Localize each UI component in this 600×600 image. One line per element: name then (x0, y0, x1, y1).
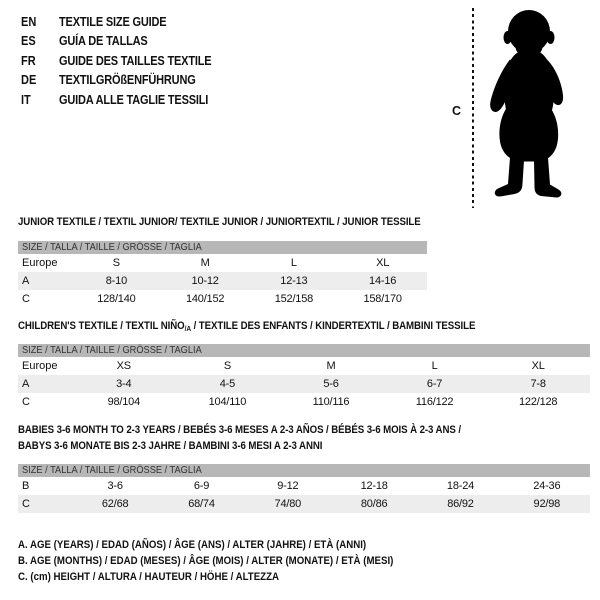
age-cell: 9-12 (277, 479, 299, 492)
legend-footnotes (18, 537, 445, 585)
height-cell: 122/128 (518, 395, 558, 408)
footnote-height-cm (18, 569, 445, 585)
age-cell: 10-12 (191, 274, 219, 287)
size-header-label: SIZE / TALLA / TAILLE / GRÖSSE / TAGLIA (22, 344, 202, 356)
row-label: C (22, 395, 30, 408)
row-label: C (22, 497, 30, 510)
age-cell: 12-18 (360, 479, 388, 492)
language-list (21, 12, 232, 110)
title-pre: CHILDREN'S TEXTILE / TEXTIL NIÑO (18, 320, 185, 332)
size-cell: S (112, 256, 120, 269)
row-label: B (22, 479, 30, 492)
height-cell: 68/74 (188, 497, 215, 510)
size-header-bar (18, 464, 590, 477)
language-row-it (21, 90, 232, 110)
childrens-size-table (18, 344, 590, 411)
table-row-age (18, 375, 590, 393)
language-row-de (21, 71, 232, 91)
table-row-height (18, 393, 590, 411)
size-cell: XS (116, 359, 131, 372)
height-cell: 116/122 (415, 395, 454, 408)
size-header-label: SIZE / TALLA / TAILLE / GRÖSSE / TAGLIA (22, 241, 202, 253)
footnote-text: C. (cm) HEIGHT / ALTURA / HAUTEUR / HÖHE / ALTEZZA (18, 571, 280, 583)
age-cell: 4-5 (219, 377, 236, 390)
age-cell: 7-8 (530, 377, 546, 390)
size-cell: M (200, 256, 210, 269)
size-header-label: SIZE / TALLA / TAILLE / GRÖSSE / TAGLIA (22, 464, 202, 476)
junior-table-title-text: JUNIOR TEXTILE / TEXTIL JUNIOR/ TEXTILE JUNIOR / JUNIORTEXTIL / JUNIOR TESSILE (18, 216, 421, 228)
size-cell: XL (376, 256, 390, 269)
age-cell: 5-6 (323, 377, 339, 390)
babies-table-title (18, 423, 521, 454)
age-cell: 6-7 (426, 377, 443, 390)
size-cell: L (431, 359, 438, 372)
language-title: TEXTILE SIZE GUIDE (59, 14, 167, 29)
height-cell: 104/110 (208, 395, 247, 408)
size-cell: L (290, 256, 297, 269)
footnote-age-years (18, 537, 445, 553)
height-cell: 62/68 (101, 497, 129, 510)
childrens-table-title (18, 319, 538, 337)
language-row-es (21, 32, 232, 52)
height-cell: 86/92 (447, 497, 474, 510)
size-cell: M (326, 359, 336, 372)
age-cell: 12-13 (280, 274, 308, 287)
babies-table-title-line2: BABYS 3-6 MONATE BIS 2-3 JAHRE / BAMBINI 3-6 MESI A 2-3 ANNI (18, 439, 323, 452)
toddler-silhouette-image (481, 7, 573, 208)
babies-table-title-line1: BABIES 3-6 MONTH TO 2-3 YEARS / BEBÉS 3-6 MESES A 2-3 AÑOS / BÉBÉS 3-6 MOIS À 2-3 ANS / (18, 424, 461, 436)
footnote-text: A. AGE (YEARS) / EDAD (AÑOS) / ÂGE (ANS) / ALTER (JAHRE) / ETÀ (ANNI) (18, 539, 367, 551)
table-row-europe (18, 357, 590, 375)
age-cell: 8-10 (105, 274, 127, 287)
size-header-bar (18, 241, 427, 254)
row-label: A (22, 274, 30, 287)
junior-table-title (18, 215, 476, 231)
table-row-height (18, 495, 590, 513)
age-cell: 18-24 (446, 479, 475, 492)
table-row-age (18, 272, 427, 290)
age-cell: 24-36 (533, 479, 561, 492)
size-header-bar (18, 344, 590, 357)
row-label: Europe (22, 359, 58, 372)
row-label: A (22, 377, 30, 390)
language-title: GUIDE DES TAILLES TEXTILE (59, 53, 212, 68)
height-measure-label: C (452, 104, 462, 118)
age-cell: 14-16 (369, 274, 397, 287)
junior-size-table (18, 241, 427, 308)
language-title: GUIDA ALLE TAGLIE TESSILI (59, 92, 209, 107)
language-code: EN (21, 14, 37, 29)
language-code: IT (21, 92, 31, 107)
age-cell: 6-9 (193, 479, 210, 492)
language-code: FR (21, 53, 36, 68)
table-row-europe (18, 254, 427, 272)
language-row-en (21, 12, 232, 32)
age-cell: 3-6 (107, 479, 123, 492)
height-cell: 158/170 (363, 292, 402, 305)
table-row-age-months (18, 477, 590, 495)
language-row-fr (21, 51, 232, 71)
height-cell: 74/80 (274, 497, 302, 510)
height-cell: 110/116 (312, 395, 350, 408)
height-cell: 140/152 (185, 292, 225, 305)
size-cell: XL (531, 359, 545, 372)
footnote-text: B. AGE (MONTHS) / EDAD (MESES) / ÂGE (MOIS) / ALTER (MONATE) / ETÀ (MESI) (18, 555, 394, 567)
language-code: ES (21, 34, 36, 49)
title-post: / TEXTILE DES ENFANTS / KINDERTEXTIL / BAMBINI TESSILE (191, 320, 476, 332)
height-measure-dashed-line (472, 8, 474, 208)
age-cell: 3-4 (116, 377, 132, 390)
height-cell: 152/158 (274, 292, 314, 305)
footnote-age-months (18, 553, 445, 569)
height-cell: 98/104 (107, 395, 141, 408)
language-title: TEXTILGRÖßENFÜHRUNG (59, 73, 196, 88)
height-cell: 128/140 (97, 292, 136, 305)
row-label: Europe (22, 256, 58, 269)
size-cell: S (223, 359, 231, 372)
babies-size-table (18, 464, 590, 513)
title-subscript: /A (184, 324, 192, 333)
height-cell: 80/86 (360, 497, 388, 510)
height-cell: 92/98 (533, 497, 561, 510)
table-row-height (18, 290, 427, 308)
language-title: GUÍA DE TALLAS (59, 34, 148, 49)
childrens-table-title-text (18, 319, 475, 337)
language-code: DE (21, 73, 37, 88)
row-label: C (22, 292, 30, 305)
